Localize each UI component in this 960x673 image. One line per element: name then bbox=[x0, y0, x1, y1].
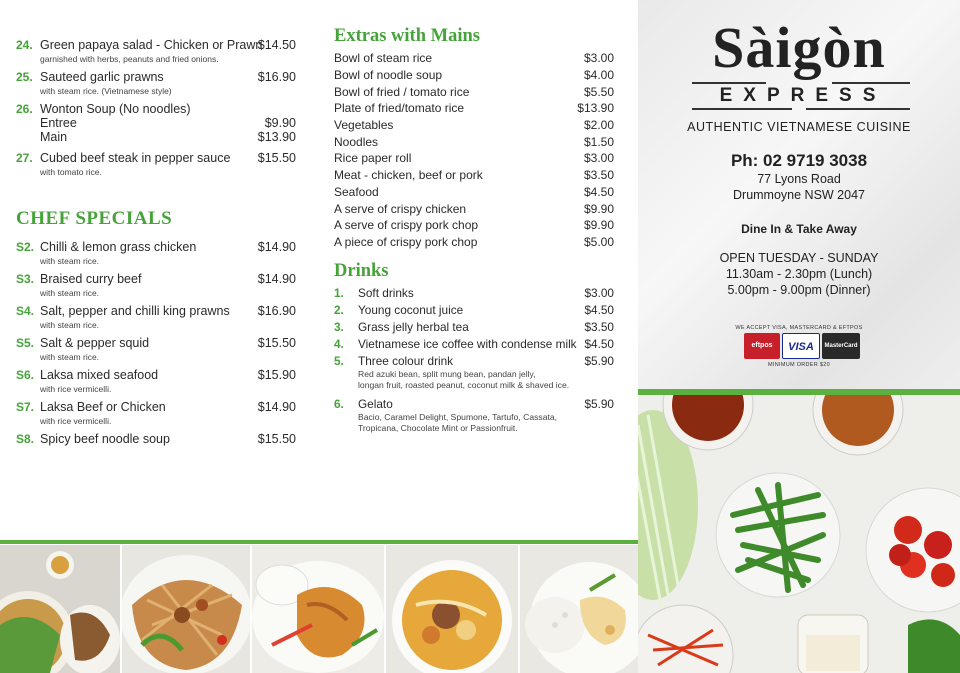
extra-name: Meat - chicken, beef or pork bbox=[334, 168, 483, 182]
drink-name: Vietnamese ice coffee with condense milk bbox=[358, 337, 577, 351]
drink-item-6 bbox=[318, 397, 638, 437]
drink-name: Soft drinks bbox=[358, 286, 414, 300]
drink-number: 5. bbox=[334, 354, 344, 368]
drink-price: $5.90 bbox=[584, 354, 614, 368]
food-photo-strip bbox=[0, 540, 638, 673]
phone-number: Ph: 02 9719 3038 bbox=[730, 151, 868, 170]
item-price: $15.50 bbox=[257, 151, 296, 165]
tagline: AUTHENTIC VIETNAMESE CUISINE bbox=[687, 120, 911, 134]
extra-price: $1.50 bbox=[583, 135, 614, 149]
extra-name: A serve of crispy chicken bbox=[334, 202, 467, 216]
extra-price: $13.90 bbox=[577, 101, 614, 115]
extra-price: $2.00 bbox=[583, 118, 614, 132]
drink-item-5 bbox=[318, 354, 638, 394]
item-sub-main-price: $13.90 bbox=[257, 130, 296, 144]
logo-rule-right bbox=[832, 82, 910, 84]
menu-item-26 bbox=[0, 102, 318, 148]
drink-number: 1. bbox=[334, 286, 344, 300]
item-name: Salt & pepper squid bbox=[40, 336, 150, 350]
item-price: $14.50 bbox=[257, 38, 296, 52]
logo-subtitle: EXPRESS bbox=[719, 85, 887, 106]
address-line-1: 77 Lyons Road bbox=[757, 172, 841, 186]
extra-price: $3.50 bbox=[583, 168, 614, 182]
item-number: S5. bbox=[16, 336, 35, 350]
item-description: with steam rice. bbox=[40, 288, 100, 298]
item-name: Braised curry beef bbox=[40, 272, 142, 286]
drink-name: Young coconut juice bbox=[358, 303, 464, 317]
drink-description: Tropicana, Chocolate Mint or Passionfruit. bbox=[358, 423, 518, 433]
extra-name: Rice paper roll bbox=[334, 151, 412, 165]
chef-specials-heading: CHEF SPECIALS bbox=[16, 208, 173, 229]
item-sub-entree-price: $9.90 bbox=[264, 116, 296, 130]
extra-price: $5.00 bbox=[583, 235, 614, 249]
service-type: Dine In & Take Away bbox=[741, 222, 857, 236]
item-name: Laksa Beef or Chicken bbox=[40, 400, 166, 414]
item-price: $16.90 bbox=[257, 304, 296, 318]
item-price: $16.90 bbox=[257, 70, 296, 84]
extra-name: Plate of fried/tomato rice bbox=[334, 101, 465, 115]
drink-price: $5.90 bbox=[584, 397, 614, 411]
address-line-2: Drummoyne NSW 2047 bbox=[733, 188, 865, 202]
extra-price: $9.90 bbox=[583, 218, 614, 232]
extra-name: A serve of crispy pork chop bbox=[334, 218, 479, 232]
extra-price: $3.00 bbox=[583, 151, 614, 165]
photo-ingredients bbox=[638, 395, 960, 673]
extra-name: A piece of crispy pork chop bbox=[334, 235, 478, 249]
drink-name: Gelato bbox=[358, 397, 393, 411]
restaurant-logo: Sàigòn bbox=[712, 15, 886, 80]
item-number: S6. bbox=[16, 368, 35, 382]
drink-price: $3.00 bbox=[584, 286, 614, 300]
item-number: 26. bbox=[16, 102, 33, 116]
drink-number: 2. bbox=[334, 303, 344, 317]
item-name: Wonton Soup (No noodles) bbox=[40, 102, 191, 116]
extra-price: $4.50 bbox=[583, 185, 614, 199]
item-price: $14.90 bbox=[257, 400, 296, 414]
extra-price: $4.00 bbox=[583, 68, 614, 82]
item-number: S3. bbox=[16, 272, 35, 286]
logo-rule-left bbox=[692, 82, 766, 84]
item-name: Salt, pepper and chilli king prawns bbox=[40, 304, 230, 318]
item-price: $14.90 bbox=[257, 272, 296, 286]
mastercard-icon: MasterCard bbox=[822, 333, 860, 359]
photo-laksa bbox=[386, 545, 518, 673]
item-price: $15.50 bbox=[257, 336, 296, 350]
item-number: S4. bbox=[16, 304, 35, 318]
opening-days: OPEN TUESDAY - SUNDAY bbox=[719, 251, 879, 265]
extra-name: Vegetables bbox=[334, 118, 394, 132]
drink-number: 4. bbox=[334, 337, 344, 351]
item-description: with rice vermicelli. bbox=[40, 416, 112, 426]
item-price: $15.90 bbox=[257, 368, 296, 382]
minimum-order-note: MINIMUM ORDER $20 bbox=[768, 362, 830, 368]
extra-price: $3.00 bbox=[583, 51, 614, 65]
eftpos-card-icon: eftpos bbox=[744, 333, 780, 359]
item-number: 25. bbox=[16, 70, 33, 84]
item-sub-entree: Entree bbox=[40, 116, 77, 130]
item-number: S7. bbox=[16, 400, 35, 414]
drink-price: $4.50 bbox=[584, 337, 614, 351]
item-number: S2. bbox=[16, 240, 35, 254]
extra-price: $5.50 bbox=[583, 85, 614, 99]
item-description: with steam rice. bbox=[40, 320, 100, 330]
item-name: Laksa mixed seafood bbox=[40, 368, 159, 382]
dinner-hours: 5.00pm - 9.00pm (Dinner) bbox=[727, 283, 871, 297]
photo-pho-soup bbox=[0, 545, 120, 673]
item-name: Cubed beef steak in pepper sauce bbox=[40, 151, 231, 165]
brand-panel bbox=[638, 0, 960, 673]
item-description: with steam rice. bbox=[40, 352, 100, 362]
item-number: 24. bbox=[16, 38, 33, 52]
drink-description: Bacio, Caramel Delight, Spumone, Tartufo, Cassata, bbox=[358, 412, 558, 422]
item-price: $15.50 bbox=[257, 432, 296, 446]
drink-price: $3.50 bbox=[584, 320, 614, 334]
drinks-heading: Drinks bbox=[334, 261, 389, 281]
item-name: Chilli & lemon grass chicken bbox=[40, 240, 197, 254]
item-name: Spicy beef noodle soup bbox=[40, 432, 170, 446]
drink-description: Red azuki bean, split mung bean, pandan jelly, bbox=[358, 369, 536, 379]
logo-underline-left bbox=[692, 108, 792, 110]
drink-price: $4.50 bbox=[584, 303, 614, 317]
drink-description: longan fruit, roasted peanut, coconut milk & shaved ice. bbox=[358, 380, 570, 390]
item-description: with steam rice. (Vietnamese style) bbox=[40, 86, 172, 96]
photo-crispy-prawns bbox=[252, 545, 384, 673]
photo-squid-rice bbox=[520, 545, 638, 673]
payment-note: WE ACCEPT VISA, MASTERCARD & EFTPOS bbox=[735, 325, 863, 331]
item-sub-main: Main bbox=[40, 130, 68, 144]
extra-name: Seafood bbox=[334, 185, 379, 199]
photo-papaya-salad bbox=[122, 545, 250, 673]
extra-price: $9.90 bbox=[583, 202, 614, 216]
extra-name: Bowl of steam rice bbox=[334, 51, 433, 65]
item-name: Green papaya salad - Chicken or Prawn bbox=[40, 38, 263, 52]
item-number: S8. bbox=[16, 432, 35, 446]
extra-name: Bowl of fried / tomato rice bbox=[334, 85, 470, 99]
item-price: $14.90 bbox=[257, 240, 296, 254]
item-description: garnished with herbs, peanuts and fried onions. bbox=[40, 54, 219, 64]
logo-underline-right bbox=[806, 108, 910, 110]
item-number: 27. bbox=[16, 151, 33, 165]
lunch-hours: 11.30am - 2.30pm (Lunch) bbox=[725, 267, 873, 281]
extra-name: Bowl of noodle soup bbox=[334, 68, 443, 82]
item-description: with rice vermicelli. bbox=[40, 384, 112, 394]
green-divider bbox=[0, 540, 638, 544]
item-name: Sauteed garlic prawns bbox=[40, 70, 164, 84]
drink-name: Three colour drink bbox=[358, 354, 454, 368]
drink-number: 3. bbox=[334, 320, 344, 334]
item-description: with steam rice. bbox=[40, 256, 100, 266]
extras-heading: Extras with Mains bbox=[334, 26, 480, 46]
extra-name: Noodles bbox=[334, 135, 379, 149]
item-description: with tomato rice. bbox=[40, 167, 102, 177]
drink-number: 6. bbox=[334, 397, 344, 411]
drink-name: Grass jelly herbal tea bbox=[358, 320, 469, 334]
visa-card-icon: VISA bbox=[782, 333, 820, 359]
